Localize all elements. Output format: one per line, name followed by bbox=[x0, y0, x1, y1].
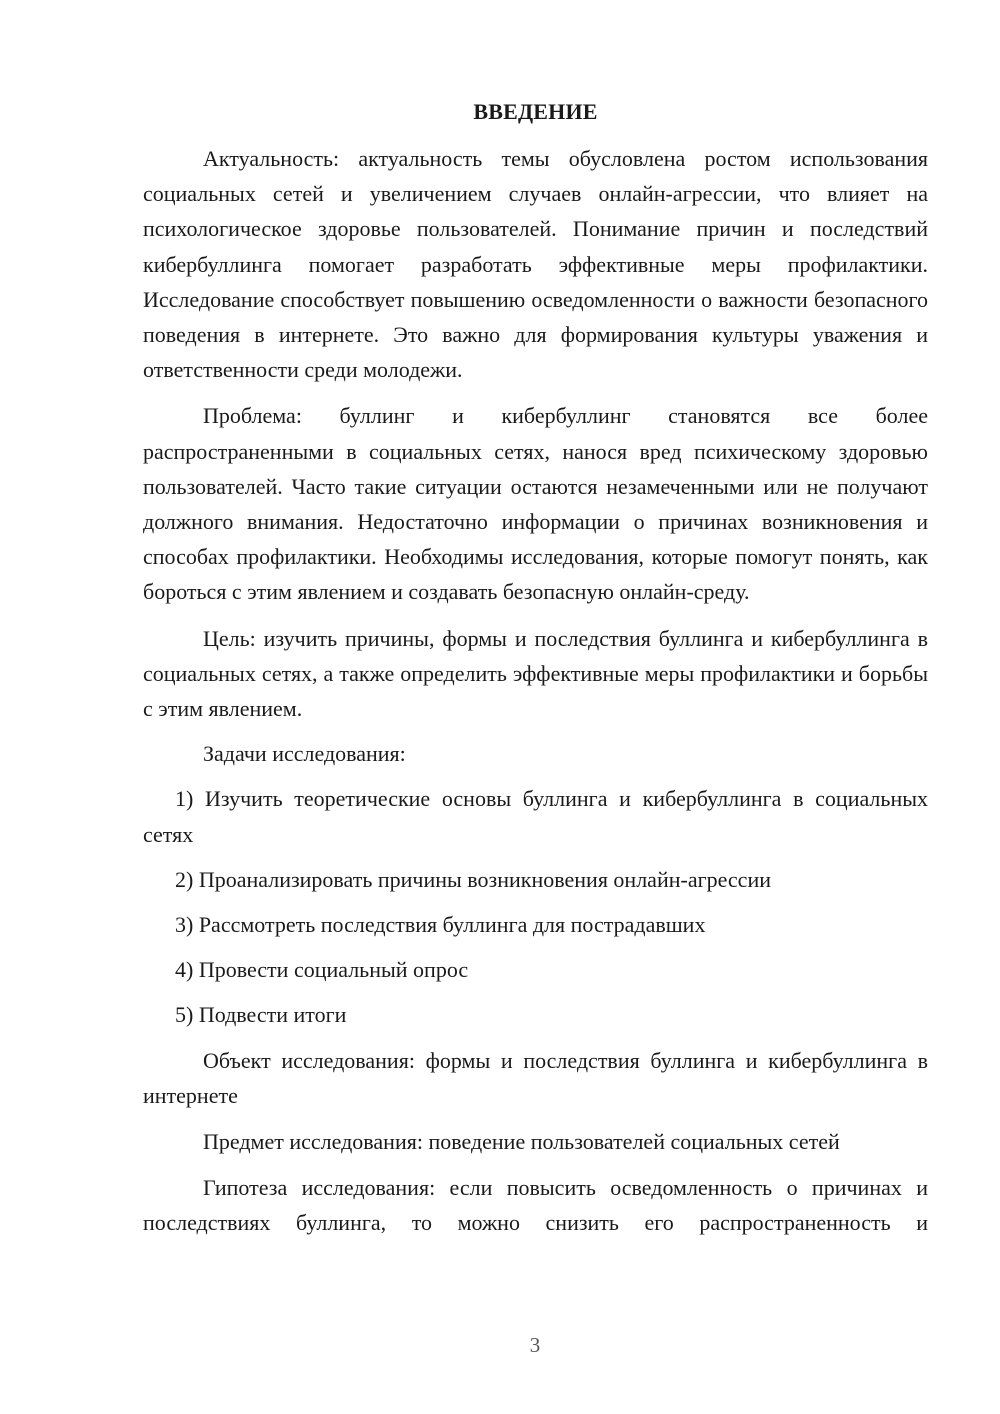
page-number: 3 bbox=[529, 1333, 541, 1357]
list-item: 3) Рассмотреть последствия буллинга для пострадавших bbox=[175, 912, 706, 938]
tasks-heading: Задачи исследования: bbox=[203, 741, 406, 767]
document-page bbox=[143, 94, 928, 1241]
list-item: 5) Подвести итоги bbox=[175, 1002, 347, 1028]
hypothesis-paragraph: Гипотеза исследования: если повысить осведомленность о причинах и последствиях буллинга, то можно снизить его распространенность и bbox=[143, 1175, 928, 1236]
problem-paragraph: Проблема: буллинг и кибербуллинг становятся все более распространенными в социальных сетях, нанося вред психическому здоровью пользователей. Часто такие ситуации остаются незамеченными или не получают должного внимания. Недостаточно информации о причинах возникновения и способах профилактики. Необходимы исследования, которые помогут понять, как бороться с этим явлением и создавать безопасную онлайн-среду. bbox=[143, 403, 928, 605]
list-item: 4) Провести социальный опрос bbox=[175, 957, 469, 983]
object-paragraph: Объект исследования: формы и последствия буллинга и кибербуллинга в интернете bbox=[143, 1047, 928, 1108]
page-title: ВВЕДЕНИЕ bbox=[473, 99, 598, 124]
list-item: 1) Изучить теоретические основы буллинга и кибербуллинга в социальных сетях bbox=[143, 786, 928, 847]
list-item: 2) Проанализировать причины возникновения онлайн-агрессии bbox=[175, 866, 771, 892]
subject-paragraph: Предмет исследования: поведение пользователей социальных сетей bbox=[203, 1129, 840, 1155]
goal-paragraph: Цель: изучить причины, формы и последствия буллинга и кибербуллинга в социальных сетях, а также определить эффективные меры профилактики и борьбы с этим явлением. bbox=[143, 625, 928, 722]
relevance-paragraph: Актуальность: актуальность темы обусловлена ростом использования социальных сетей и увеличением случаев онлайн-агрессии, что влияет на психологическое здоровье пользователей. Понимание причин и последствий кибербуллинга помогает разработать эффективные меры профилактики. Исследование способствует повышению осведомленности о важности безопасного поведения в интернете. Это важно для формирования культуры уважения и ответственности среди молодежи. bbox=[143, 146, 928, 383]
